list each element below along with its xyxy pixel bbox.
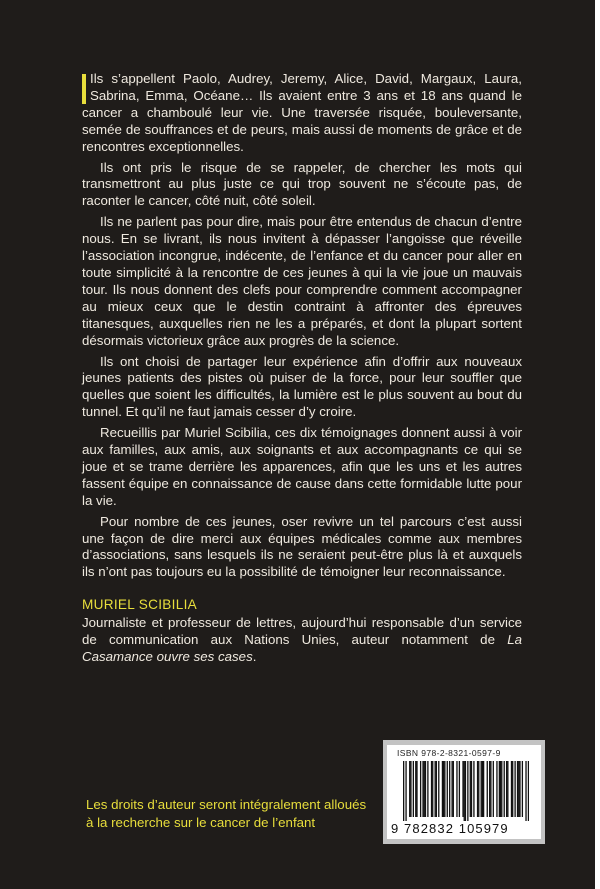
royalties-note: [86, 796, 376, 831]
accent-bar: [82, 74, 86, 104]
author-name: MURIEL SCIBILIA: [82, 597, 198, 612]
barcode-bar: [422, 761, 423, 817]
barcode-bar: [507, 761, 508, 817]
isbn-digits: 9 782832 105979: [391, 821, 509, 836]
barcode-bar: [522, 761, 523, 817]
barcode-bar: [462, 761, 463, 817]
barcode-bar: [405, 761, 406, 821]
barcode-bar: [453, 761, 454, 817]
barcode-bar: [512, 761, 513, 817]
barcode-bar: [447, 761, 448, 817]
barcode-bar: [519, 761, 520, 817]
blurb-paragraph: Pour nombre de ces jeunes, oser revivre un tel parcours c’est aussi une façon de dire merci aux équipes médicales comme aux membres d’associations, sans lesquels ils ne seraient peut-être plus là et auxquels ils n’ont pas toujours eu la possibilité de témoigner leur reconnaissance.: [82, 513, 522, 580]
barcode-bar: [478, 761, 479, 817]
barcode-bar: [517, 761, 518, 817]
barcode-bar: [409, 761, 410, 817]
barcode-bar: [471, 761, 472, 817]
barcode-bar: [501, 761, 502, 817]
barcode-bar: [416, 761, 417, 817]
barcode-bar: [410, 761, 411, 817]
barcode-bar: [487, 761, 488, 817]
barcode-bar: [436, 761, 437, 817]
barcode-bar: [493, 761, 494, 817]
barcode-bar: [464, 761, 465, 821]
barcode-bar: [473, 761, 474, 817]
barcode-bar: [465, 761, 466, 821]
barcode-bar: [451, 761, 452, 817]
isbn-barcode-block: [383, 740, 545, 844]
barcode-bar: [490, 761, 491, 817]
royalties-note-line: Les droits d’auteur seront intégralement alloués: [86, 797, 367, 812]
isbn-label: ISBN 978-2-8321-0597-9: [397, 748, 501, 758]
barcode-bar: [424, 761, 425, 817]
barcode-bar: [506, 761, 507, 817]
barcode-bar: [459, 761, 460, 817]
royalties-note-line: à la recherche sur le cancer de l’enfant: [86, 814, 316, 830]
barcode-bar: [449, 761, 450, 817]
blurb-paragraph: Ils ont pris le risque de se rappeler, de chercher les mots qui transmettront au plus juste ce qui trop souvent ne s’écoute pas, de raconter le cancer, côté nuit, côté soleil.: [82, 159, 522, 209]
barcode-bar: [482, 761, 483, 817]
book-title: La Casamance ouvre ses cases: [82, 632, 522, 664]
barcode-bar: [456, 761, 457, 817]
barcode-bar: [514, 761, 515, 817]
barcode-bar: [425, 761, 426, 817]
barcode-bar: [413, 761, 414, 817]
barcode-icon: [403, 761, 529, 821]
barcode-bar: [481, 761, 482, 817]
blurb-paragraph: Ils ont choisi de partager leur expérience afin d’offrir aux nouveaux jeunes patients des pistes où puiser de la force, pour leur souffler que quelles que soient les difficultés, la lumière est le plus souvent au bout du tunnel. Et qu’il ne faut jamais cesser d’y croire.: [82, 353, 522, 420]
barcode-bar: [438, 761, 439, 817]
barcode-bar: [467, 761, 468, 821]
barcode-panel: [387, 745, 541, 839]
barcode-bar: [511, 761, 512, 817]
barcode-bar: [442, 761, 443, 817]
barcode-bar: [403, 761, 404, 821]
barcode-bar: [470, 761, 471, 817]
blurb-paragraph: Ils s’appellent Paolo, Audrey, Jeremy, Alice, David, Margaux, Laura, Sabrina, Emma, Océane… Ils avaient entre 3 ans et 18 ans quand le cancer a chamboulé leur vie. Une traversée risquée, bouleversante, semée de souffrances et de peurs, mais aussi de moments de grâce et de rencontres exceptionnelles.: [82, 71, 522, 154]
barcode-bar: [444, 761, 445, 817]
barcode-bar: [525, 761, 526, 821]
barcode-bar: [528, 761, 529, 821]
barcode-bar: [504, 761, 505, 817]
barcode-bar: [431, 761, 432, 817]
barcode-bar: [489, 761, 490, 817]
cover-blurb: [82, 71, 522, 585]
blurb-paragraph: Ils ne parlent pas pour dire, mais pour être entendus de chacun d’entre nous. En se livrant, ils nous invitent à dépasser l’angoisse que réveille l’association incongrue, indécente, de l’enfance et du cancer pour aller en toute simplicité à la rencontre de ces jeunes à qui la vie joue un mauvais tour. Ils nous donnent des clefs pour comprendre comment accompagner au mieux ceux que le destin contraint à affronter des épreuves titanesques, auxquelles rien ne les a préparés, et dont la plupart sortent désormais victorieux grâce aux progrès de la science.: [82, 214, 522, 348]
barcode-bar: [432, 761, 433, 817]
barcode-bar: [415, 761, 416, 817]
barcode-bar: [499, 761, 500, 817]
barcode-bar: [518, 761, 519, 817]
barcode-bar: [420, 761, 421, 817]
barcode-bar: [496, 761, 497, 817]
barcode-bar: [435, 761, 436, 817]
blurb-paragraph: Recueillis par Muriel Scibilia, ces dix témoignages donnent aussi à voir aux familles, aux amis, aux soignants et aux accompagnants ce qui se joue et se trame derrière les apparences, afin que les uns et les autres fassent équipe en connaissance de cause dans cette formidable lutte pour la vie.: [82, 425, 522, 508]
author-bio: Journaliste et professeur de lettres, aujourd’hui responsable d’un service de communication aux Nations Unies, auteur notamment de La Casamance ouvre ses cases.: [82, 615, 522, 664]
barcode-bar: [427, 761, 428, 817]
barcode-bar: [477, 761, 478, 817]
barcode-bar: [500, 761, 501, 817]
barcode-bar: [443, 761, 444, 817]
barcode-bar: [483, 761, 484, 817]
